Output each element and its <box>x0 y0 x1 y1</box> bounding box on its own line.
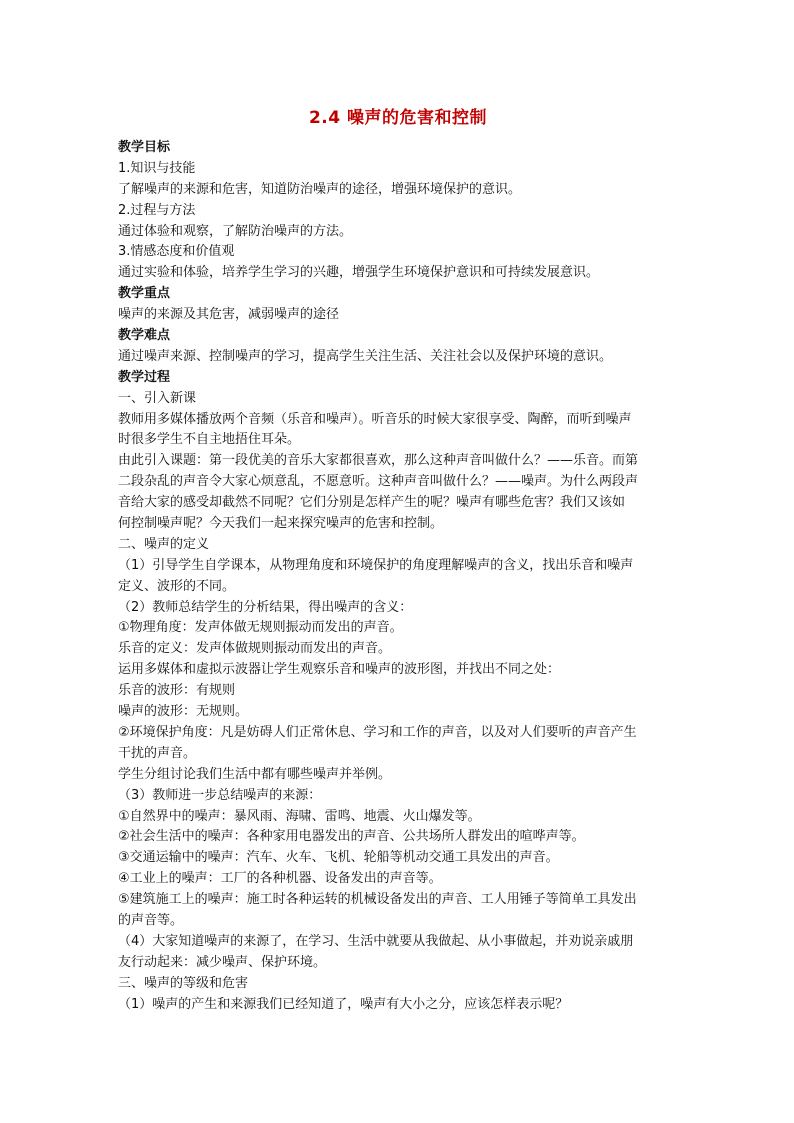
body-text-line: 通过实验和体验，培养学生学习的兴趣，增强学生环境保护意识和可持续发展意识。 <box>118 265 600 281</box>
document-body <box>118 138 678 1015</box>
body-text-line: （2）教师总结学生的分析结果，得出噪声的含义： <box>118 599 413 615</box>
body-text-line: ①物理角度：发声体做无规则振动而发出的声音。 <box>118 620 403 636</box>
body-text-line: 由此引入课题：第一段优美的音乐大家都很喜欢，那么这种声音叫做什么？——乐音。而第 <box>118 453 639 469</box>
body-text-line: 友行动起来：减少噪声、保护环境。 <box>118 954 327 970</box>
body-text-line: 二、噪声的定义 <box>118 536 210 552</box>
body-text-line: 定义、波形的不同。 <box>118 578 236 594</box>
body-text-line: 1.知识与技能 <box>118 160 196 176</box>
body-text-line: 的声音等。 <box>118 912 184 928</box>
body-text-line: （4）大家知道噪声的来源了，在学习、生活中就要从我做起、从小事做起，并劝说亲戚朋 <box>118 933 634 949</box>
body-text-line: 噪声的波形：无规则。 <box>118 704 249 720</box>
section-heading: 教学过程 <box>118 369 171 385</box>
body-text-line: ①自然界中的噪声：暴风雨、海啸、雷鸣、地震、火山爆发等。 <box>118 808 481 824</box>
document-title: 2.4 噪声的危害和控制 <box>308 108 488 128</box>
section-heading: 教学重点 <box>118 286 171 302</box>
body-text-line: 学生分组讨论我们生活中都有哪些噪声并举例。 <box>118 766 392 782</box>
body-text-line: 何控制噪声呢？今天我们一起来探究噪声的危害和控制。 <box>118 516 444 532</box>
body-text-line: 乐音的波形：有规则 <box>118 683 236 699</box>
body-text-line: 二段杂乱的声音令大家心烦意乱，不愿意听。这种声音叫做什么？——噪声。为什么两段声 <box>118 474 639 490</box>
body-text-line: 2.过程与方法 <box>118 202 196 218</box>
body-text-line: ④工业上的噪声：工厂的各种机器、设备发出的声音等。 <box>118 871 442 887</box>
body-text-line: （1）引导学生自学课本，从物理角度和环境保护的角度理解噪声的含义，找出乐音和噪声 <box>118 557 634 573</box>
body-text-line: 乐音的定义：发声体做规则振动而发出的声音。 <box>118 641 392 657</box>
body-text-line: （3）教师进一步总结噪声的来源： <box>118 787 322 803</box>
body-text-line: 运用多媒体和虚拟示波器让学生观察乐音和噪声的波形图，并找出不同之处： <box>118 662 561 678</box>
body-text-line: （1）噪声的产生和来源我们已经知道了，噪声有大小之分，应该怎样表示呢？ <box>118 996 569 1012</box>
body-text-line: 噪声的来源及其危害，减弱噪声的途径 <box>118 307 340 323</box>
body-text-line: 了解噪声的来源和危害，知道防治噪声的途径，增强环境保护的意识。 <box>118 181 522 197</box>
body-text-line: ②社会生活中的噪声：各种家用电器发出的声音、公共场所人群发出的喧哗声等。 <box>118 829 585 845</box>
body-text-line: 时很多学生不自主地捂住耳朵。 <box>118 432 301 448</box>
body-text-line: 三、噪声的等级和危害 <box>118 975 249 991</box>
body-text-line: ②环境保护角度：凡是妨碍人们正常休息、学习和工作的声音，以及对人们要听的声音产生 <box>118 724 637 740</box>
body-text-line: 通过体验和观察，了解防治噪声的方法。 <box>118 223 353 239</box>
document-page <box>118 104 678 1015</box>
body-text-line: 一、引入新课 <box>118 390 197 406</box>
body-text-line: 干扰的声音。 <box>118 745 197 761</box>
body-text-line: 3.情感态度和价值观 <box>118 244 235 260</box>
section-heading: 教学难点 <box>118 328 171 344</box>
body-text-line: 音给大家的感受却截然不同呢？它们分别是怎样产生的呢？噪声有哪些危害？我们又该如 <box>118 495 626 511</box>
body-text-line: ③交通运输中的噪声：汽车、火车、飞机、轮船等机动交通工具发出的声音。 <box>118 850 559 866</box>
body-text-line: 通过噪声来源、控制噪声的学习，提高学生关注生活、关注社会以及保护环境的意识。 <box>118 348 613 364</box>
section-heading: 教学目标 <box>118 140 171 155</box>
body-text-line: ⑤建筑施工上的噪声：施工时各种运转的机械设备发出的声音、工人用锤子等简单工具发出 <box>118 892 637 908</box>
body-text-line: 教师用多媒体播放两个音频（乐音和噪声）。听音乐的时候大家很享受、陶醉，而听到噪声 <box>118 411 632 427</box>
